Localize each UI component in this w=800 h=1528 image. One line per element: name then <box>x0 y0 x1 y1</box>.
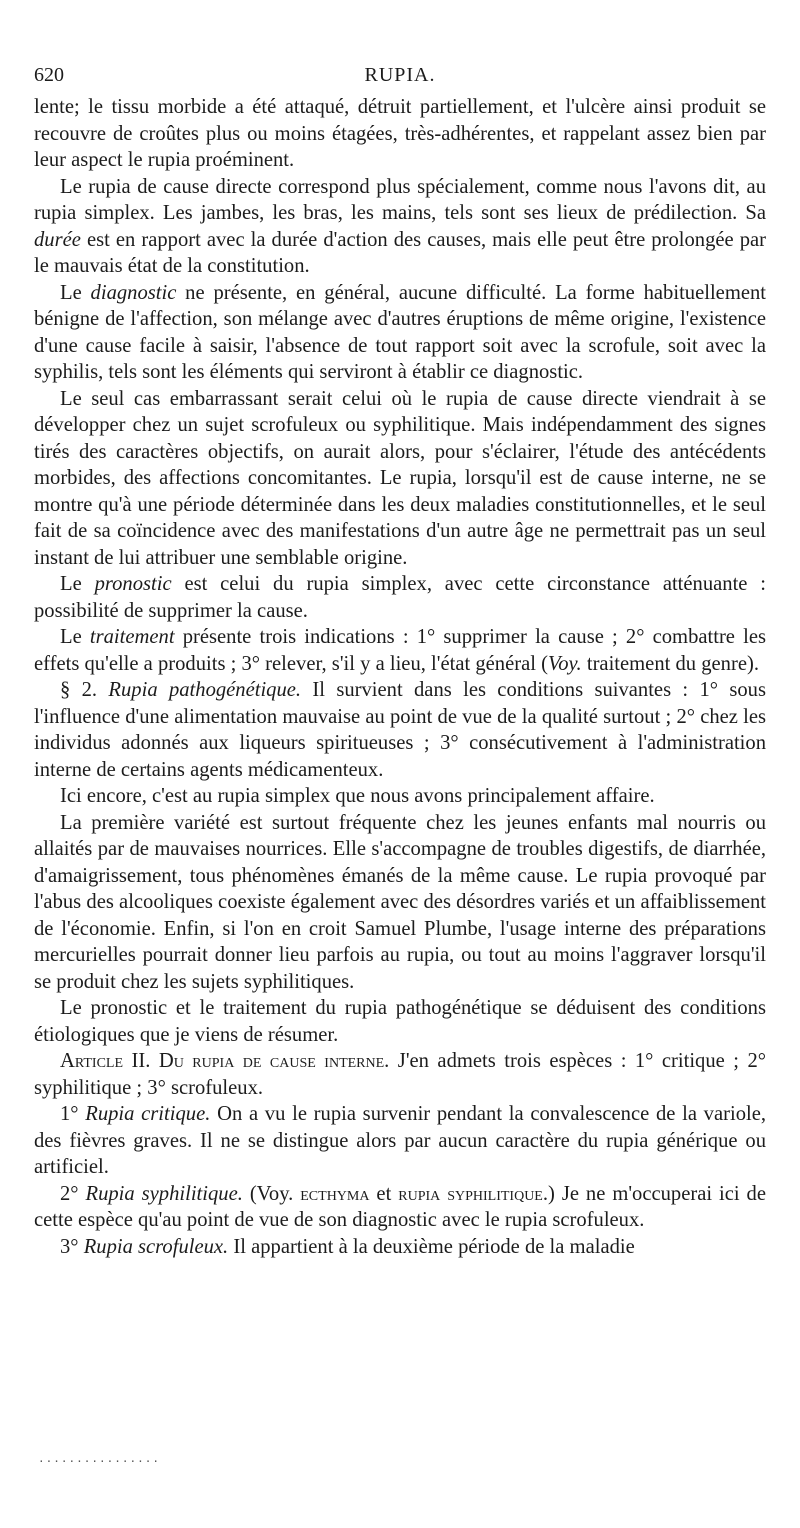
term-pronostic: pronostic <box>94 573 172 595</box>
paragraph-embarrassing-case: Le seul cas embarrassant serait celui où le rupia de cause directe viendrait à se développer chez un sujet scrofuleux ou syphilitique. Mais indépendamment des signes tirés des caractères objectifs, on aurait alors, pour s'éclairer, l'étude des antécédents morbides, des affections concomitantes. Le rupia, lorsqu'il est de cause interne, ne se montre qu'à une période déterminée dans les deux maladies constitutionnelles, et le seul fait de sa coïncidence avec des manifestations d'un autre âge ne permettrait pas un seul instant de lui attribuer une semblable origine. <box>34 387 766 569</box>
book-page <box>34 62 766 1260</box>
paragraph-traitement: Le traitement présente trois indications : 1° supprimer la cause ; 2° combattre les effets qu'elle a produits ; 3° relever, s'il y a lieu, l'état général (Voy. traitement du genre). <box>34 626 766 675</box>
heading-article-2: Article II. <box>60 1050 151 1072</box>
term-diagnostic: diagnostic <box>90 281 177 304</box>
footer-dots: ................ <box>38 1452 160 1465</box>
paragraph-rupia-critique: 1° Rupia critique. On a vu le rupia survenir pendant la convalescence de la variole, des fièvres graves. Il ne se distingue alors par aucun caractère du rupia générique ou artificiel. <box>34 1103 766 1178</box>
page-number: 620 <box>34 64 64 86</box>
paragraph-rupia-syphilitique: 2° Rupia syphilitique. (Voy. ecthyma et rupia syphilitique.) Je ne m'occuperai ici de cette espèce qu'au point de vue de son diagnostic avec le rupia scrofuleux. <box>34 1182 766 1231</box>
paragraph-rupia-scrofuleux: 3° Rupia scrofuleux. Il appartient à la deuxième période de la maladie <box>60 1235 635 1258</box>
reference-ecthyma: ecthyma <box>300 1182 370 1205</box>
term-voy: Voy. <box>547 652 582 675</box>
heading-rupia-critique: Rupia critique. <box>85 1103 211 1125</box>
running-title: RUPIA. <box>364 64 436 86</box>
paragraph-first-variety: La première variété est surtout fréquente chez les jeunes enfants mal nourris ou allaités par de mauvaises nourrices. Elle s'accompagne de troubles digestifs, de diarrhée, d'amaigrissement, tous phénomènes émanés de la même cause. Le rupia provoqué par l'abus des alcooliques coexiste également avec des désordres variés et un affaiblissement de l'économie. Enfin, si l'on en croit Samuel Plumbe, l'usage interne des préparations mercurielles pourrait donner lieu parfois au rupia, ou tout au moins l'aggraver lorsqu'il se produit chez les sujets syphilitiques. <box>34 811 766 993</box>
paragraph-section-2: § 2. Rupia pathogénétique. Il survient dans les conditions suivantes : 1° sous l'influence d'une alimentation mauvaise au point de vue de la qualité surtout ; 2° chez les individus adonnés aux liqueurs spiritueuses ; 3° consécutivement à l'administration interne de certains agents médicamenteux. <box>34 679 766 781</box>
reference-rupia-syphilitique: rupia syphilitique <box>398 1182 543 1205</box>
paragraph-diagnostic: Le diagnostic ne présente, en général, aucune difficulté. La forme habituellement bénigne de l'affection, son mélange avec d'autres éruptions de même origine, l'existence d'une cause facile à saisir, l'absence de tout rapport soit avec la scrofule, soit avec la syphilis, tels sont les éléments qui serviront à établir ce diagnostic. <box>34 281 766 383</box>
paragraph-article-2: Article II. Du rupia de cause interne. J'en admets trois espèces : 1° critique ; 2° syphilitique ; 3° scrofuleux. <box>34 1050 766 1099</box>
term-duree: durée <box>34 228 81 251</box>
term-traitement: traitement <box>89 626 175 648</box>
paragraph-continuation: lente; le tissu morbide a été attaqué, détruit partiellement, et l'ulcère ainsi produit se recouvre de croûtes plus ou moins étagées, très-adhérentes, et rappelant assez bien par leur aspect le rupia proéminent. <box>34 96 766 171</box>
paragraph-pronostic: Le pronostic est celui du rupia simplex, avec cette circonstance atténuante : possibilité de supprimer la cause. <box>34 573 766 622</box>
heading-cause-interne: Du rupia de cause interne. <box>150 1050 390 1072</box>
paragraph-simplex: Ici encore, c'est au rupia simplex que nous avons principalement affaire. <box>60 785 655 807</box>
heading-rupia-pathogenetique: Rupia pathogénétique. <box>108 679 302 701</box>
paragraph-direct-cause: Le rupia de cause directe correspond plus spécialement, comme nous l'avons dit, au rupia simplex. Les jambes, les bras, les mains, tels sont ses lieux de prédilection. Sa durée est en rapport avec la durée d'action des causes, mais elle peut être prolongée par le mauvais état de la constitution. <box>34 175 766 277</box>
paragraph-pronostic-traitement: Le pronostic et le traitement du rupia pathogénétique se déduisent des conditions étiologiques que je viens de résumer. <box>34 997 766 1046</box>
heading-rupia-syphilitique: Rupia syphilitique. <box>85 1182 243 1205</box>
heading-rupia-scrofuleux: Rupia scrofuleux. <box>83 1235 229 1258</box>
running-head <box>34 62 766 88</box>
